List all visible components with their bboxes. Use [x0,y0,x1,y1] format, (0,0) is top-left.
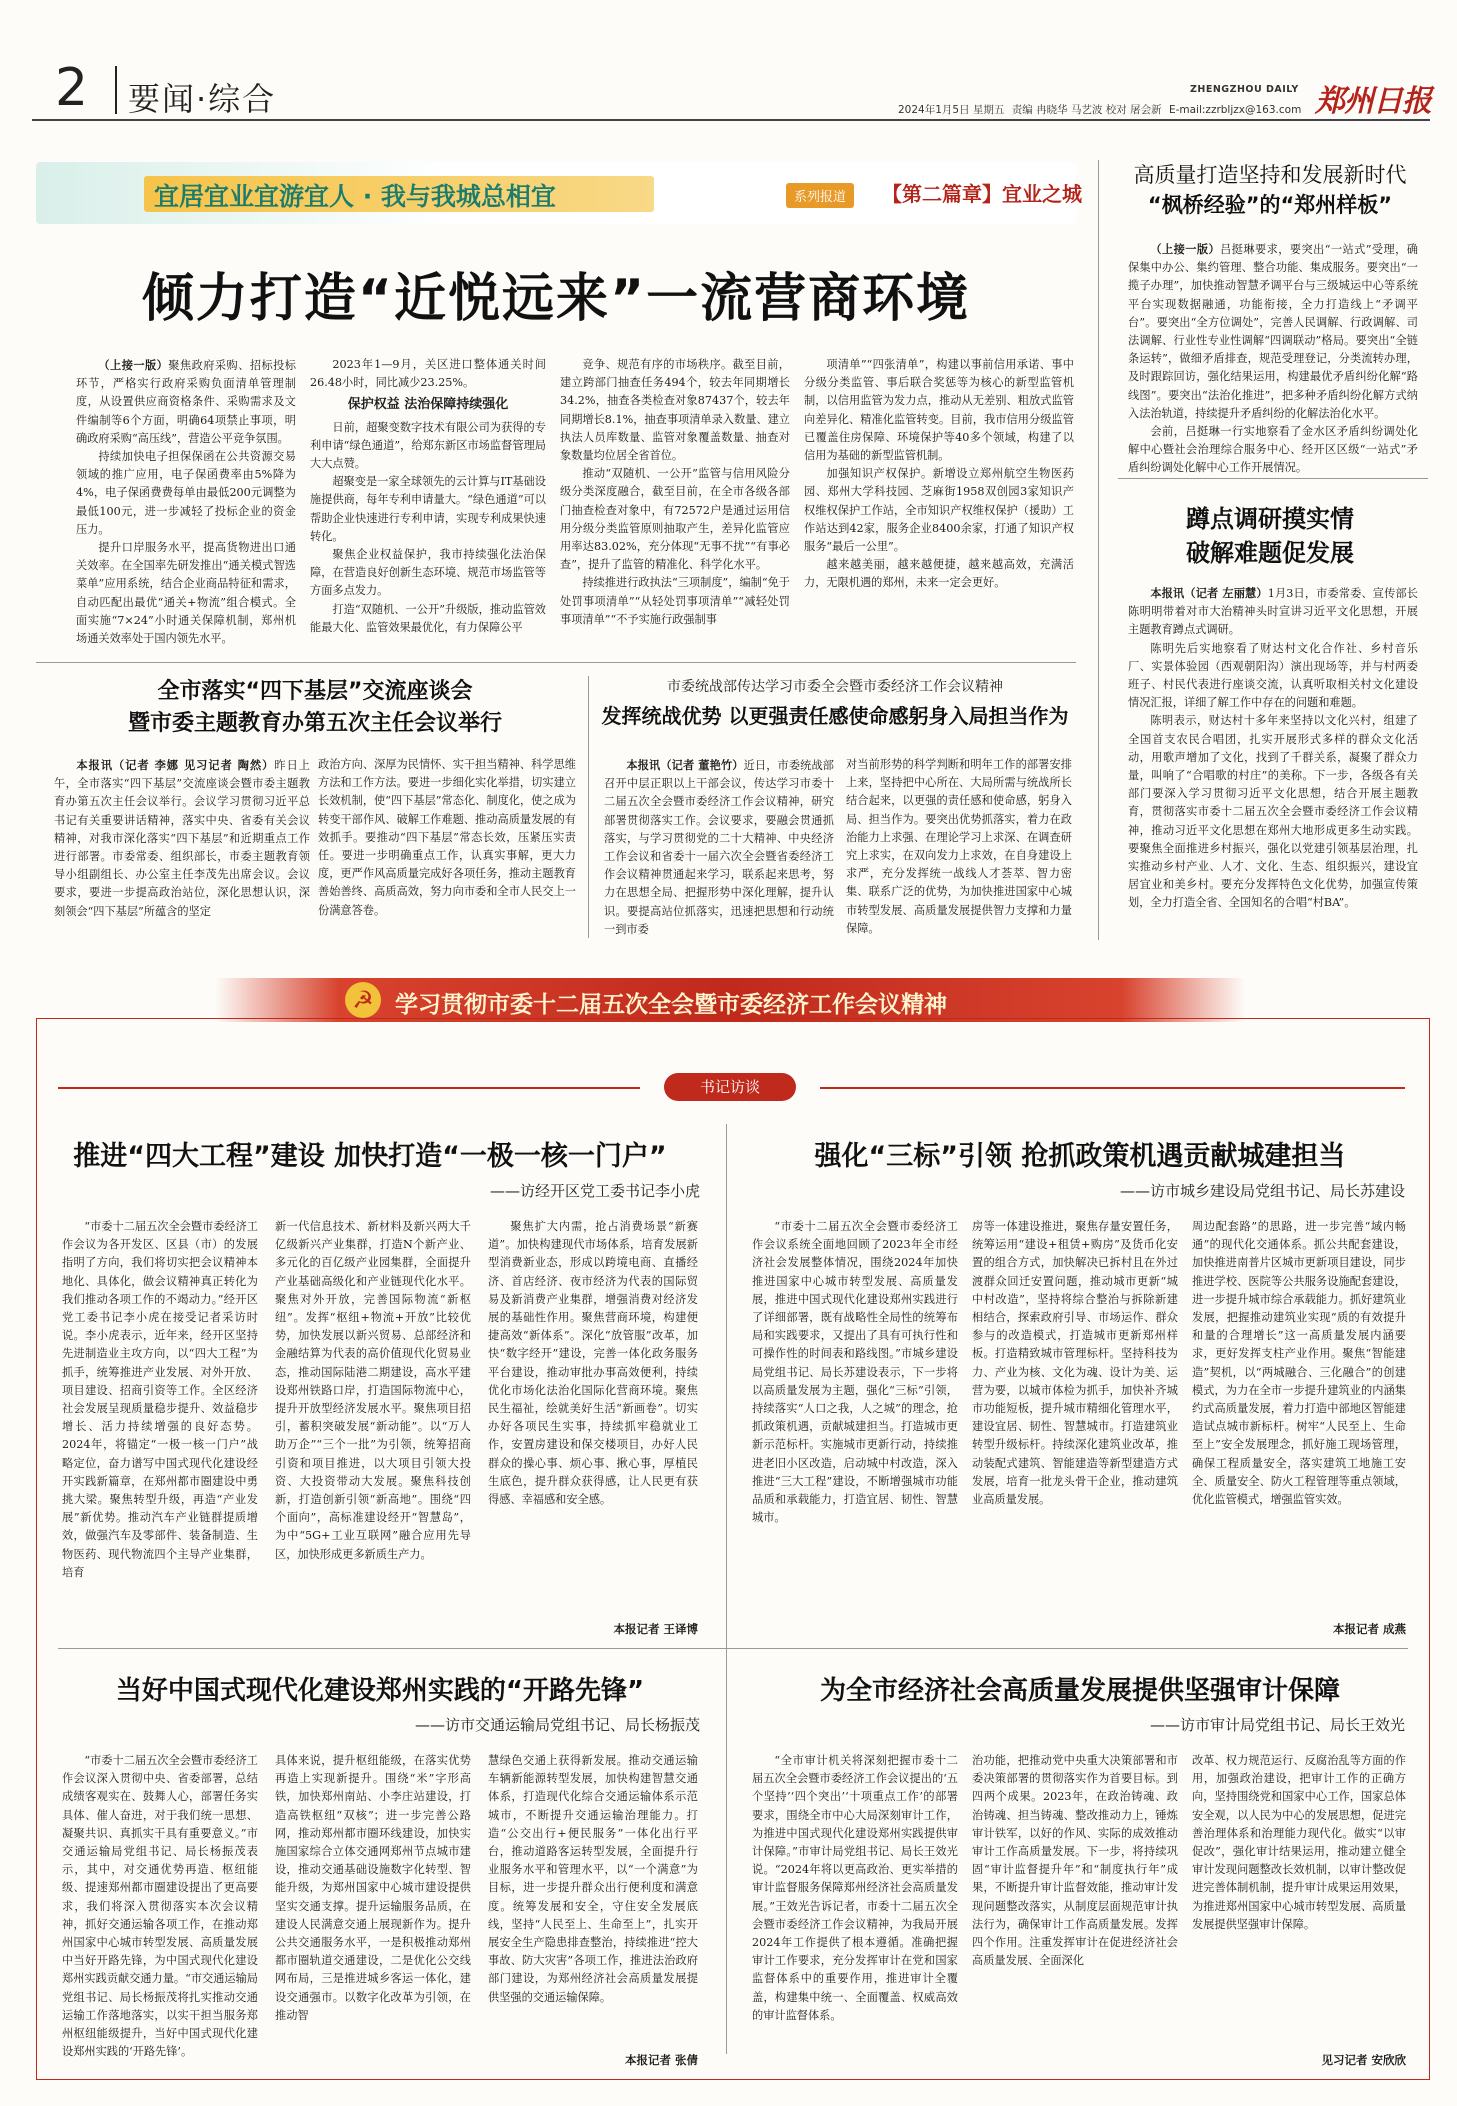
right-top-p2: 会前，吕挺琳一行实地察看了金水区矛盾纠纷调处化解中心暨社会治理综合服务中心、经开区区级“一站式”矛盾纠纷调处化解中心工作开展情况。 [1128,425,1418,475]
art1-headline: 推进“四大工程”建设 加快打造“一极一核一门户” [73,1141,667,1172]
banner-tag: 系列报道 [786,183,854,208]
banner-chapter: 【第二篇章】宜业之城 [882,182,1082,206]
special-banner [215,978,1245,1022]
art4-c3: 改革、权力规范运行、反腐治乱等方面的作用，加强政治建设，把审计工作的正确方向，坚持围绕党和国家中心工作，国家总体安全观，以人民为中心的发展思想，促进完善治理体系和治理能力现代化。做实“以审促改”，强化审计结果运用，推动建立健全审计发现问题整改长效机制，以审计整改促进完善体制机制，提升审计成果运用效果，为推进郑州国家中心城市转型发展、高质量发展提供坚强审计保障。 [1192,1754,1406,1931]
right-mid-p3: 陈明表示，财达村十多年来坚持以文化兴村，组建了全国首支农民合唱团，扎实开展形式多样的群众文化活动，用歌声增加了文化，找到了千群关系，凝聚了群众力量，叫响了“合唱歌的村庄”的美称。下一步，各级各有关部门要深入学习贯彻习近平文化思想，结合开展主题教育，贯彻落实市委十二届五次全会暨市委经济工作会议精神，推动习近平文化思想在郑州大地形成更多生动实践。要聚焦全面推进乡村振兴，强化以党建引领基层治理，扎实推动乡村产业、人才、文化、生态、组织振兴，建设宜居宜业和美乡村。要充分发挥特色文化优势，加强宣传策划，全力打造全省、全国知名的合唱“村BA”。 [1128,714,1418,910]
vertical-rule-right [1098,160,1099,940]
page-number: 2 [55,58,89,118]
mid-left-c2: 政治方向、深厚为民情怀、实干担当精神、科学思维方法和工作方法。要进一步细化实化举措，切实建立长效机制，使“四下基层”常态化、制度化，使之成为转变干部作风、破解工作难题、推动高质量发展的有效抓手。要推动“四下基层”常态长效，压紧压实责任。要进一步明确重点工作，认真实事解，更大力度，更严作风高质量完成好各项任务，推动主题教育善始善终、高质高效，努力向市委和全市人民交上一份满意答卷。 [318,758,576,917]
special-middle-divider [58,1648,1408,1649]
middle-vertical-rule [588,676,589,938]
right-mid-p2: 陈明先后实地察看了财达村文化合作社、乡村音乐厂、实景体验园（西观朝阳沟）演出现场等，并与村两委班子、村民代表进行座谈交流，认真听取相关村文化建设情况汇报，详细了解工作中存在的问题和难题。 [1128,641,1418,710]
art1-c2: 新一代信息技术、新材料及新兴两大千亿级新兴产业集群，打造N个新产业、多元化的百亿级产业园集群，全面提升产业基础高级化和产业链现代化水平。聚焦对外开放，完善国际物流“新枢纽”。发挥“枢纽+物流+开放”比较优势，加快发展以新兴贸易、总部经济和金融结算为代表的高价值现代化贸易业态，推动国际陆港二期建设，高水平建设郑州铁路口岸，打造国际物流中心，提升开放型经济发展水平。聚焦项目招引，蓄积突破发展“新动能”。以“万人助万企”“三个一批”为引领，统筹招商引资和项目推进，以大项目引领大投资、大投资带动大发展。聚焦科技创新，打造创新引领“新高地”。围绕“四个面向”，高标准建设经开“智慧岛”，为中“5G+工业互联网”融合应用先导区，加快形成更多新质生产力。 [275,1220,471,1561]
lead-c4-p2: 加强知识产权保护。新增设立郑州航空生物医药园、郑州大学科技园、芝麻街1958双创园3家知识产权维权保护工作站，全市知识产权维权保护（援助）工作站达到42家，服务企业8400余家，打通了知识产权服务“最后一公里”。 [804,467,1074,554]
right-mid-headline [1110,502,1430,570]
party-emblem-icon: ☭ [345,982,381,1018]
paper-name-en: ZHENGZHOU DAILY [1190,84,1299,95]
lead-col-2 [310,356,546,656]
art4-col-2 [972,1752,1178,2068]
art1-c1: “市委十二届五次全会暨市委经济工作会议为各开发区、区县（市）的发展指明了方向，我们将切实把会议精神本地化、具体化，做会议精神真正转化为我们推动各项工作的不竭动力。”经开区党工委书记李小虎在接受记者采访时说。李小虎表示，近年来，经开区坚持先进制造业主攻方向，以“四大工程”为抓手，统筹推进产业发展、对外开放、项目建设、招商引资等工作。全区经济社会发展呈现质量稳步提升、效益稳步增长、活力持续增强的良好态势。2024年，将锚定“一极一核一门户”战略定位，奋力谱写中国式现代化建设经开实践新篇章，在郑州都市圈建设中勇挑大梁。聚焦转型升级，再造“产业发展”新优势。推动汽车产业链群提质增效，做强汽车及零部件、装备制造、生物医药、现代物流四个主导产业集群，培育 [62,1220,258,1579]
art4-c2: 治功能，把推动党中央重大决策部署和市委决策部署的贯彻落实作为首要目标。到四两个成果。2023年，在政治铸魂、政治铸魂、担当铸魂、整改推动力上，锤炼审计铁军，以好的作风、实际的成效推动审计工作高质量发展。下一步，将持续巩固“审计监督提升年”和“制度执行年”成果，不断提升审计监督效能，推动审计发现问题整改落实，从制度层面规范审计执法行为，确保审计工作高质量发展。发挥四个作用。注重发挥审计在促进经济社会高质量发展、全面深化 [972,1754,1178,1968]
art2-headline: 强化“三标”引领 抢抓政策机遇贡献城建担当 [814,1141,1346,1172]
mid-left-headline-2: 暨市委主题教育办第五次主任会议举行 [127,711,502,736]
art1-subhead: ——访经开区党工委书记李小虎 [489,1182,700,1200]
header-rule-top [32,119,1430,121]
art2-col-1 [752,1218,958,1638]
art2-byline: 本报记者 成燕 [1332,1622,1406,1636]
banner-title: 宜居宜业宜游宜人 · 我与我城总相宜 [154,182,556,211]
dateline-lead: （上接一版） [98,358,169,372]
page-header [0,0,1457,120]
column-tag-rule-right [820,1087,1405,1089]
mid-right-col-2 [846,756,1072,938]
mid-right-col-1 [604,756,834,938]
right-mid-p1: 本报讯（记者 左丽慧）1月3日，市委常委、宣传部长陈明明带着对市大治精神头时宣讲习近平文化思想，开展主题教育蹲点式调研。 [1128,586,1418,637]
dateline-lead: 本报讯（记者 李娜 见习记者 陶然） [76,758,275,772]
art4-col-3 [1192,1752,1406,2048]
art2-subhead: ——访市城乡建设局党组书记、局长苏建设 [1119,1182,1405,1200]
right-mid-body [1128,584,1418,932]
art3-c1: “市委十二届五次全会暨市委经济工作会议深入贯彻中央、省委部署，总结成绩客观实在、鼓舞人心，部署任务实具体、催人奋进，对于我们统一思想、凝聚共识、真抓实干具有重要意义。”市交通运输局党组书记、局长杨振茂表示，其中，对交通优势再造、枢纽能级、提速郑州都市圈建设提出了更高要求，我们将深入贯彻落实本次会议精神，抓好交通运输各项工作，在推动郑州国家中心城市转型发展、高质量发展中当好开路先锋，为中国式现代化建设郑州实践贡献交通力量。“市交通运输局党组书记、局长杨振茂将扎实推动交通运输工作落地落实，以实干担当服务郑州枢纽能级提升，当好中国式现代化建设郑州实践的‘开路先锋’。 [62,1754,258,2059]
lead-c3-p1: 竞争、规范有序的市场秩序。截至目前，建立跨部门抽查任务494个，较去年同期增长34.2%，抽查各类检查对象87437个，较去年同期增长8.1%，抽查事项清单录入数量、建立执法人员库数量、监管对象覆盖数量、抽查对象数量均位居全省首位。 [560,358,790,463]
mid-right-c1: 本报讯（记者 董艳竹）近日，市委统战部召开中层正职以上干部会议，传达学习市委十二届五次全会暨市委经济工作会议精神，研究部署贯彻落实工作。会议要求，要融会贯通抓落实，与学习贯彻党的二十大精神、中央经济工作会议和省委十一届六次全会暨省委经济工作会议精神贯通起来学习，联系起来思考，努力在思想全局、把握形势中深化理解，提升认识。要提高站位抓落实，迅速把思想和行动统一到市委 [604,758,834,936]
art4-byline: 见习记者 安欣欣 [1321,2053,1406,2067]
right-top-p1: （上接一版）吕挺琳要求，要突出“一站式”受理，确保集中办公、集约管理、整合功能、集成服务。要突出“一揽子办理”，加快推动智慧矛调平台与三级城运中心等系统平台实现数据融通，功能衔接，全力打造线上“矛调平台”。要突出“全方位调处”，完善人民调解、行政调解、司法调解、行业性专业性调解“四调联动”格局。要突出“全链条运转”，做细矛盾排查，规范受理登记，分类流转办理，及时跟踪回访，强化结果运用，构建最优矛盾纠纷化解“路线图”。要突出“法治化推进”，把多种矛盾纠纷化解方式纳入法治轨道，持续提升矛盾纠纷的化解法治化水平。 [1128,242,1418,420]
lead-c1-p1: （上接一版）聚焦政府采购、招标投标环节，严格实行政府采购负面清单管理制度，从设置供应商资格条件、采购需求及文件编制等6个方面，明确64项禁止事项，明确政府采购“高压线”，营造公平竞争氛围。 [76,358,296,445]
art3-byline: 本报记者 张倩 [624,2053,698,2067]
art3-col-1 [62,1752,258,2068]
mid-left-col-2 [318,756,576,938]
dateline-lead: （上接一版） [1150,242,1221,256]
art1-col-1 [62,1218,258,1638]
paper-logo: 郑州日报 [1315,84,1431,119]
art2-col-2 [972,1218,1178,1638]
section-divider [115,66,117,114]
mid-left-c1: 本报讯（记者 李娜 见习记者 陶然）昨日上午，全市落实“四下基层”交流座谈会暨市委主题教育办第五次主任会议举行。会议学习贯彻习近平总书记有关重要讲话精神，落实中央、省委有关会议精神，对我市深化落实“四下基层”和近期重点工作进行部署。市委常委、组织部长，市委主题教育领导小组副组长、办公室主任李茂先出席会议。会议要求，要进一步提高政治站位，深化思想认识，深刻领会“四下基层”所蕴含的坚定 [54,758,310,918]
editor-line: 责编 冉晓华 马艺波 校对 屠会新 [1011,104,1162,116]
art3-subhead: ——访市交通运输局党组书记、局长杨振茂 [414,1716,700,1734]
column-tag-rule-left [58,1087,640,1089]
lead-c2-p1: 日前，超聚变数字技术有限公司为获得的专利申请“绿色通道”，给郑东新区市场监督管理局大大点赞。 [310,420,546,471]
right-divider [1118,478,1428,479]
art1-c3: 聚焦扩大内需，抢占消费场景“新赛道”。加快构建现代市场体系，培育发展新型消费新业态，形成以跨境电商、直播经济、首店经济、夜市经济为代表的国际贸易及新消费产业集群，增强消费对经济发展的基础性作用。聚焦营商环境，构建便捷高效“新体系”。深化“放管服”改革，加快“数字经开”建设，完善一体化政务服务平台建设，推动审批办事高效便利，持续优化市场化法治化国际化营商环境。聚焦民生福祉，绘就美好生活“新画卷”。切实办好各项民生实事，持续抓牢稳就业工作，安置房建设和保交楼项目，办好人民群众的操心事、烦心事、揪心事，厚植民生底色，提升群众获得感，让人民更有获得感、幸福感和安全感。 [488,1220,698,1507]
art1-col-3 [488,1218,698,1618]
email: E-mail:zzrbljzx@163.com [1168,104,1302,116]
lead-c1-p2: 持续加快电子担保保函在公共资源交易领域的推广应用，电子保函费率由5%降为4%，电子保函费费每单由最低200元调整为最低100元，进一步减轻了投标企业的资金压力。 [76,450,296,536]
right-top-headline-2: “枫桥经验”的“郑州样板” [1147,193,1393,217]
dateline-lead: 本报讯（记者 董艳竹） [626,758,744,772]
art3-headline: 当好中国式现代化建设郑州实践的“开路先锋” [115,1676,645,1706]
special-vertical-rule [726,1124,727,2054]
art2-c1: “市委十二届五次全会暨市委经济工作会议系统全面地回顾了2023年全市经济社会发展整体情况，围绕2024年加快推进国家中心城市转型发展、高质量发展，推进中国式现代化建设郑州实践进行了详细部署，既有战略性全局性的统筹布局和实践要求，又提出了具有可执行性和可操作性的时间表和路线图。”市城乡建设局党组书记、局长苏建设表示，下一步将以高质量发展为主题，强化“三标”引领，持续落实“人口之我，人之城”的理念，抢抓政策机遇，贡献城建担当。打造城市更新示范标杆。实施城市更新行动，持续推进老旧小区改造，启动城中村改造，深入推进“三大工程”建设，不断增强城市功能品质和承载能力，打造宜居、韧性、智慧城市。 [752,1220,958,1525]
lead-col-1 [76,356,296,656]
mid-right-kicker: 市委统战部传达学习市委全会暨市委经济工作会议精神 [667,679,1003,695]
lead-c4-p3: 越来越美丽，越来越便捷，越来越高效，充满活力，无限机遇的郑州，未来一定会更好。 [804,558,1074,590]
issue-date: 2024年1月5日 星期五 [898,104,1005,116]
art4-c1: “全市审计机关将深刻把握市委十二届五次全会暨市委经济工作会议提出的‘五个坚持’‘四个突出’‘十项重点工作’的部署要求，围绕全市中心大局深刻审计工作，为推进中国式现代化建设郑州实践提供审计保障。”市审计局党组书记、局长王效光说。“2024年将以更高政治、更实举措的审计监督服务保障郑州经济社会高质量发展。”王效光告诉记者，市委十二届五次全会暨市委经济工作会议精神，为我局开展2024年工作提供了根本遵循。准确把握审计工作要求，充分发挥审计在党和国家监督体系中的重要作用，推进审计全覆盖，构建集中统一、全面覆盖、权威高效的审计监督体系。 [752,1754,958,2022]
art3-col-2 [275,1752,471,2068]
mid-left-col-1 [54,756,310,938]
lead-headline: 倾力打造“近悦远来”一流营商环境 [141,269,971,329]
section-title: 要闻·综合 [128,80,277,118]
lead-c1-p3: 提升口岸服务水平，提高货物进出口通关效率。在全国率先研发推出“通关模式智选菜单”应用系统，结合企业商品特征和需求，自动匹配出最优“通关+物流”组合模式。全面实施“7×24”小时通关保障机制，郑州机场通关效率处于国内领先水平。 [76,541,296,646]
art4-col-1 [752,1752,958,2068]
lead-c2-p4: 打造“双随机、一公开”升级版，推动监管效能最大化、监管效果最优化，有力保障公平 [310,602,546,634]
right-mid-headline-1: 蹲点调研摸实情 [1186,505,1354,533]
mid-left-headline-1: 全市落实“四下基层”交流座谈会 [157,679,473,704]
right-top-body [1128,240,1418,475]
art1-col-2 [275,1218,471,1638]
special-title: 学习贯彻市委十二届五次全会暨市委经济工作会议精神 [395,992,947,1018]
art3-c2: 具体来说，提升枢纽能级，在落实优势再造上实现新提升。围绕“米”字形高铁，加快郑州南站、小李庄站建设，打造高铁枢纽“双核”；进一步完善公路网，推动郑州都市圈环线建设，加快实施国家综合立体交通网郑州节点城市建设，推动交通基础设施数字化转型、智能升级，为郑州国家中心城市建设提供坚实交通支撑。提升运输服务品质，在建设人民满意交通上展现新作为。提升公共交通服务水平，一是积极推动郑州都市圈轨道交通建设，二是优化公交线网布局，三是推进城乡客运一体化，建设交通强市。以数字化改革为引领，在推动智 [275,1754,471,2022]
lead-c3-p2: 推动“双随机、一公开”监管与信用风险分级分类深度融合，截至目前，在全市各级各部门抽查检查对象中，有72572户是通过运用信用分级分类监管原则抽取产生，差异化监管应用率达83.02%，充分体现“无事不扰”“有事必查”，提升了监管的精准化、科学化水平。 [560,467,790,572]
art2-c3: 周边配套路”的思路，进一步完善“域内畅通”的现代化交通体系。抓公共配套建设，加快推进南普片区城市更新项目建设，同步推进学校、医院等公共服务设施配套建设，进一步提升城市综合承载能力。抓好建筑业发展，把握推动建筑业实现“质的有效提升和量的合理增长”这一高质量发展内涵要求，更好发挥支柱产业作用。聚焦“智能建造”契机，以“两城融合、三化融合”的创建模式，为力在全市一步提升建筑业的内涵集约式高质量发展，着力打造中部地区智能建造试点城市新标杆。树牢“人民至上、生命至上”安全发展理念，抓好施工现场管理，确保工程质量安全，落实建筑工地施工安全、质量安全、防火工程管理等重点领域，优化监管模式，增强监管实效。 [1192,1220,1406,1507]
mid-left-headline [50,676,580,740]
art2-col-3 [1192,1218,1406,1618]
art4-headline: 为全市经济社会高质量发展提供坚强审计保障 [819,1676,1340,1706]
lead-col-3 [560,356,790,656]
middle-divider [36,662,1076,663]
lead-c4-p1: 项清单”“四张清单”，构建以事前信用承诺、事中分级分类监管、事后联合奖惩等为核心的新型监管机制，以信用监管为发力点，推动从无差别、粗放式监管向差异化、精准化监管转变。目前，我市信用分级监管已覆盖住房保障、环境保护等40多个领域，构建了以信用为基础的新型监管机制。 [804,358,1074,463]
right-top-headline-1: 高质量打造坚持和发展新时代 [1133,163,1407,187]
lead-c2-p3: 聚焦企业权益保护，我市持续强化法治保障，在营造良好创新生态环境、规范市场监管等方面多点发力。 [310,548,546,598]
art3-col-3 [488,1752,698,2048]
column-tag: 书记访谈 [664,1073,796,1101]
mid-right-c2: 对当前形势的科学判断和明年工作的部署安排上来，坚持把中心所在、大局所需与统战所长结合起来，以更强的责任感和使命感，躬身入局、担当作为。要突出优势抓落实，着力在政治能力上求强、在理论学习上求深、在调查研究上求实，在双向发力上求效，在自身建设上求严，充分发挥统一战线人才荟萃、智力密集、联系广泛的优势，为加快推进国家中心城市转型发展、高质量发展提供智力支撑和力量保障。 [846,758,1072,935]
right-top-headline [1110,160,1430,220]
lead-col-4 [804,356,1074,656]
lead-c2-p2: 超聚变是一家全球领先的云计算与IT基础设施提供商，每年专利申请量大。“绿色通道”可以帮助企业快速进行专利申请，实现专利成果快速转化。 [310,475,546,543]
art1-byline: 本报记者 王译博 [613,1622,698,1636]
art2-c2: 房等一体建设推进，聚焦存量安置任务，统筹运用“建设+租赁+购房”及货币化安置的组合方式，加快解决已拆村且在外过渡群众回迁安置问题，推动城市更新“城中村改造”，坚持将综合整治与拆除新建相结合，探索政府引导、市场运作、群众参与的改造模式，打造城市更新郑州样板。打造精致城市管理标杆。坚持科技为力、产业为核、文化为魂、设计为美、运营为要，以城市体检为抓手，加快补齐城市功能短板，提升城市精细化管理水平，建设宜居、韧性、智慧城市。打造建筑业转型升级标杆。持续深化建筑业改革，推动装配式建筑、智能建造等新型建造方式发展，培育一批龙头骨干企业，推动建筑业高质量发展。 [972,1220,1178,1507]
right-mid-headline-2: 破解难题促发展 [1186,539,1354,567]
art4-subhead: ——访市审计局党组书记、局长王效光 [1149,1716,1405,1734]
lead-subhead: 保护权益 法治保障持续强化 [347,397,509,413]
date-line [898,102,1301,117]
lead-c2-intro: 2023年1—9月，关区进口整体通关时间26.48小时，同比减少23.25%。 [310,358,546,390]
dateline-lead: 本报讯（记者 左丽慧） [1150,586,1268,600]
art3-c3: 慧绿色交通上获得新发展。推动交通运输车辆新能源转型发展，加快构建智慧交通体系，打造现代化综合交通运输体系示范城市，不断提升交通运输治理能力。打造“公交出行+便民服务”一体化出行平台，推动道路客运转型发展，全面提升行业服务水平和管理水平，以“一个满意”为目标，进一步提升群众出行便利度和满意度。统筹发展和安全，守住安全发展底线，坚持“人民至上、生命至上”，扎实开展安全生产隐患排查整治，持续推进“控大事故、防大灾害”各项工作，推进法治政府部门建设，为郑州经济社会高质量发展提供坚强的交通运输保障。 [488,1754,698,2004]
mid-right-headline: 发挥统战优势 以更强责任感使命感躬身入局担当作为 [601,704,1069,728]
lead-c3-p3: 持续推进行政执法“三项制度”，编制“免于处罚事项清单”“从轻处罚事项清单”“减轻处罚事项清单”“不予实施行政强制事 [560,576,790,626]
series-banner [36,162,1082,224]
